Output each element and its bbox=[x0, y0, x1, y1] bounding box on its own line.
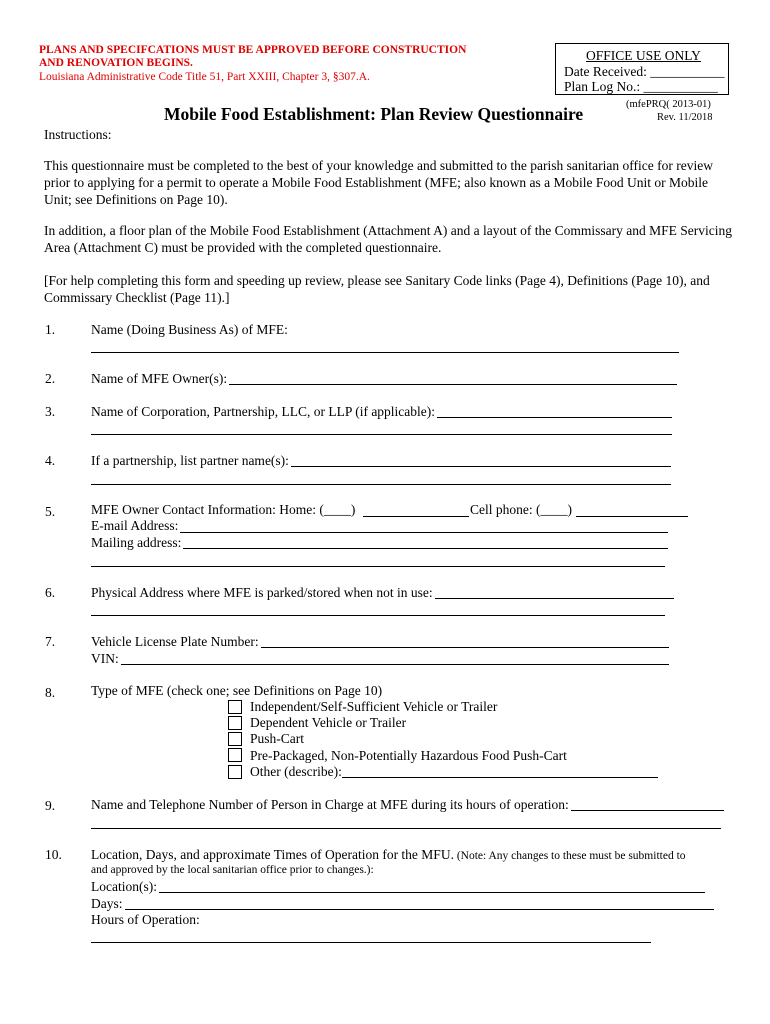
question-number: 6. bbox=[45, 585, 56, 600]
question-number: 3. bbox=[45, 404, 56, 419]
cell-phone-input-line[interactable] bbox=[576, 516, 688, 517]
question-label-operation bbox=[91, 847, 688, 863]
checkbox-prepackaged[interactable] bbox=[228, 748, 242, 762]
option-push-cart: Push-Cart bbox=[250, 731, 304, 746]
date-received-field[interactable]: Date Received: ___________ bbox=[564, 64, 725, 79]
vin-input-line[interactable] bbox=[91, 664, 669, 665]
office-use-heading: OFFICE USE ONLY bbox=[586, 48, 701, 63]
location-input-line[interactable] bbox=[91, 892, 705, 893]
question-label-owner: Name of MFE Owner(s): bbox=[91, 371, 228, 386]
partners-input-line-2[interactable] bbox=[91, 484, 671, 485]
option-prepackaged: Pre-Packaged, Non-Potentially Hazardous Food Push-Cart bbox=[250, 748, 567, 763]
option-independent: Independent/Self-Sufficient Vehicle or Trailer bbox=[250, 699, 498, 714]
question-number: 8. bbox=[45, 685, 56, 700]
cell-phone-label: Cell phone: (____) bbox=[470, 502, 572, 517]
revision-date: Rev. 11/2018 bbox=[657, 112, 713, 123]
option-other: Other (describe): bbox=[250, 764, 342, 779]
home-phone-label: MFE Owner Contact Information: Home: (____) bbox=[91, 502, 356, 517]
dba-input-line[interactable] bbox=[91, 352, 679, 353]
question-number: 1. bbox=[45, 322, 56, 337]
checkbox-dependent[interactable] bbox=[228, 716, 242, 730]
plan-log-field[interactable]: Plan Log No.: ___________ bbox=[564, 79, 718, 94]
checkbox-other[interactable] bbox=[228, 765, 242, 779]
home-phone-input-line[interactable] bbox=[363, 516, 469, 517]
email-label: E-mail Address: bbox=[91, 518, 179, 533]
days-input-line[interactable] bbox=[91, 909, 714, 910]
operation-note: (Note: Any changes to these must be submitted to bbox=[453, 850, 686, 862]
hours-label: Hours of Operation: bbox=[91, 912, 200, 927]
instructions-paragraph-1: This questionnaire must be completed to the best of your knowledge and submitted to the parish sanitarian office for review prior to applying for a permit to operate a Mobile Food Establishment (MFE; also known as a Mobile Food Unit or Mobile Unit; see Definitions on Page 10). bbox=[44, 158, 713, 207]
question-number: 2. bbox=[45, 371, 56, 386]
operation-note-line-2: and approved by the local sanitarian office prior to changes.): bbox=[91, 864, 374, 876]
hours-input-line[interactable] bbox=[91, 942, 651, 943]
question-label-dba: Name (Doing Business As) of MFE: bbox=[91, 322, 288, 337]
operation-label-text: Location, Days, and approximate Times of Operation for the MFU. bbox=[91, 847, 454, 862]
question-number: 5. bbox=[45, 504, 56, 519]
checkbox-push-cart[interactable] bbox=[228, 732, 242, 746]
corporation-input-line-2[interactable] bbox=[91, 434, 672, 435]
mailing-label: Mailing address: bbox=[91, 535, 182, 550]
question-label-person-in-charge: Name and Telephone Number of Person in Charge at MFE during its hours of operation: bbox=[91, 797, 569, 812]
question-label-corporation: Name of Corporation, Partnership, LLC, or LLP (if applicable): bbox=[91, 404, 436, 419]
instructions-paragraph-3: [For help completing this form and speeding up review, please see Sanitary Code links (Page 4), Definitions (Page 10), and Commissary Checklist (Page 11).] bbox=[44, 273, 710, 305]
question-number: 10. bbox=[45, 847, 62, 862]
person-in-charge-input-line-2[interactable] bbox=[91, 828, 721, 829]
code-reference: Louisiana Administrative Code Title 51, Part XXIII, Chapter 3, §307.A. bbox=[39, 71, 370, 83]
form-id: (mfePRQ( 2013-01) bbox=[626, 99, 711, 110]
question-label-partners: If a partnership, list partner name(s): bbox=[91, 453, 289, 468]
warning-line-2: AND RENOVATION BEGINS. bbox=[39, 57, 193, 69]
warning-line-1: PLANS AND SPECIFCATIONS MUST BE APPROVED BEFORE CONSTRUCTION bbox=[39, 44, 467, 56]
question-label-type: Type of MFE (check one; see Definitions on Page 10) bbox=[91, 683, 383, 698]
storage-address-input-line-2[interactable] bbox=[91, 615, 665, 616]
plate-label: Vehicle License Plate Number: bbox=[91, 634, 259, 649]
office-use-box bbox=[555, 43, 729, 95]
instructions-heading: Instructions: bbox=[44, 127, 112, 142]
mailing-input-line-2[interactable] bbox=[91, 566, 665, 567]
question-label-storage: Physical Address where MFE is parked/stored when not in use: bbox=[91, 585, 433, 600]
page-title: Mobile Food Establishment: Plan Review Questionnaire bbox=[164, 104, 584, 124]
question-number: 4. bbox=[45, 453, 56, 468]
checkbox-independent[interactable] bbox=[228, 700, 242, 714]
question-number: 9. bbox=[45, 798, 56, 813]
question-number: 7. bbox=[45, 634, 56, 649]
location-label: Location(s): bbox=[91, 879, 157, 894]
days-label: Days: bbox=[91, 896, 123, 911]
instructions-paragraph-2: In addition, a floor plan of the Mobile Food Establishment (Attachment A) and a layout of the Commissary and MFE Servicing Area (Attachment C) must be provided with the completed questionnaire. bbox=[44, 223, 733, 255]
option-dependent: Dependent Vehicle or Trailer bbox=[250, 715, 407, 730]
vin-label: VIN: bbox=[91, 651, 119, 666]
